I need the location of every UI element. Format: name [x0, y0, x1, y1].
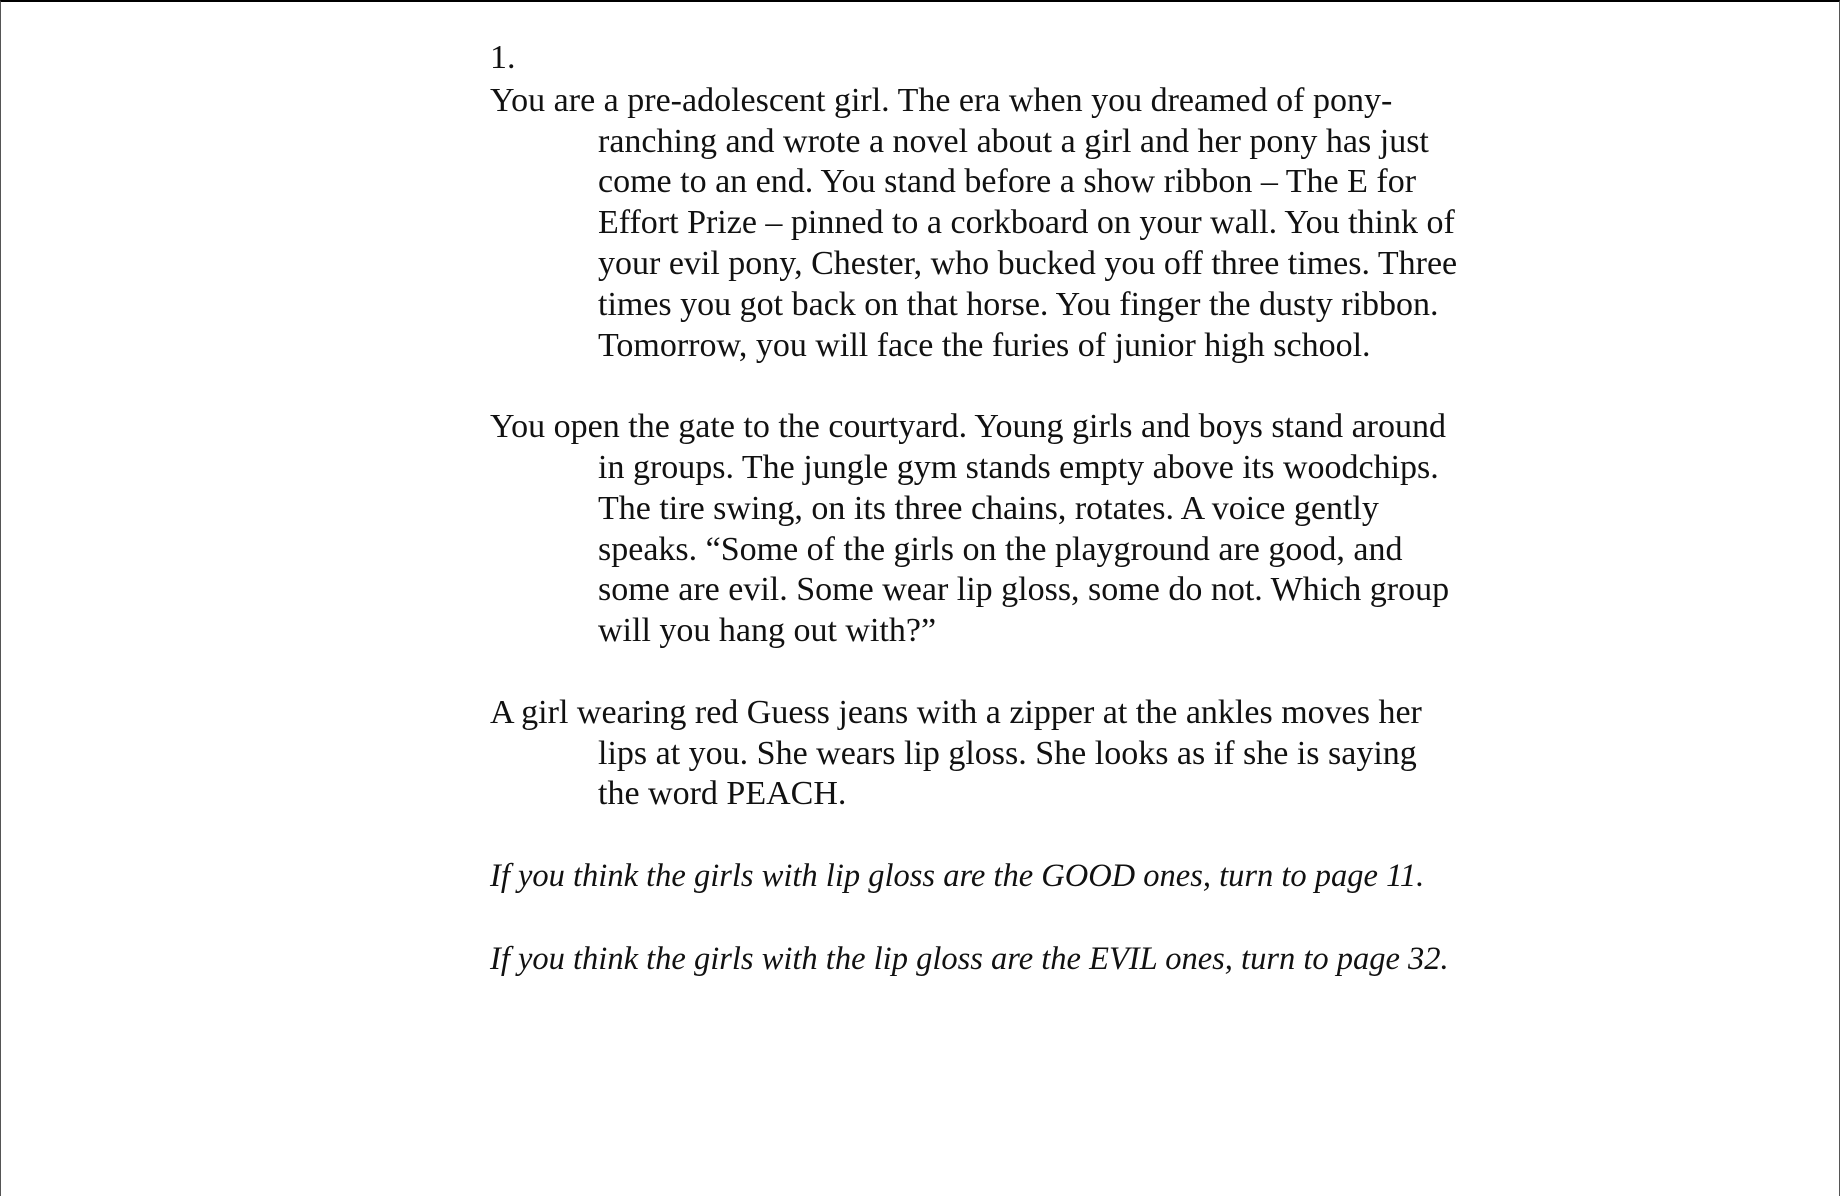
- text-column: [490, 38, 1458, 1022]
- paragraph-girl: A girl wearing red Guess jeans with a zipper at the ankles moves her lips at you. She wears lip gloss. She looks as if she is saying the word PEACH.: [490, 693, 1422, 813]
- page-number: 1.: [490, 39, 516, 76]
- choice-evil: If you think the girls with the lip gloss are the EVIL ones, turn to page 32.: [490, 940, 1449, 977]
- paragraph-intro: You are a pre-adolescent girl. The era when you dreamed of pony-ranching and wrote a novel about a girl and her pony has just come to an end. You stand before a show ribbon – The E for Effort Prize – pinned to a corkboard on your wall. You think of your evil pony, Chester, who bucked you off three times. Three times you got back on that horse. You finger the dusty ribbon. Tomorrow, you will face the furies of junior high school.: [490, 81, 1458, 364]
- paragraph-courtyard: You open the gate to the courtyard. Young girls and boys stand around in groups. The jungle gym stands empty above its woodchips. The tire swing, on its three chains, rotates. A voice gently speaks. “Some of the girls on the playground are good, and some are evil. Some wear lip gloss, some do not. Which group will you hang out with?”: [490, 408, 1450, 650]
- choice-good: If you think the girls with lip gloss are the GOOD ones, turn to page 11.: [490, 857, 1425, 894]
